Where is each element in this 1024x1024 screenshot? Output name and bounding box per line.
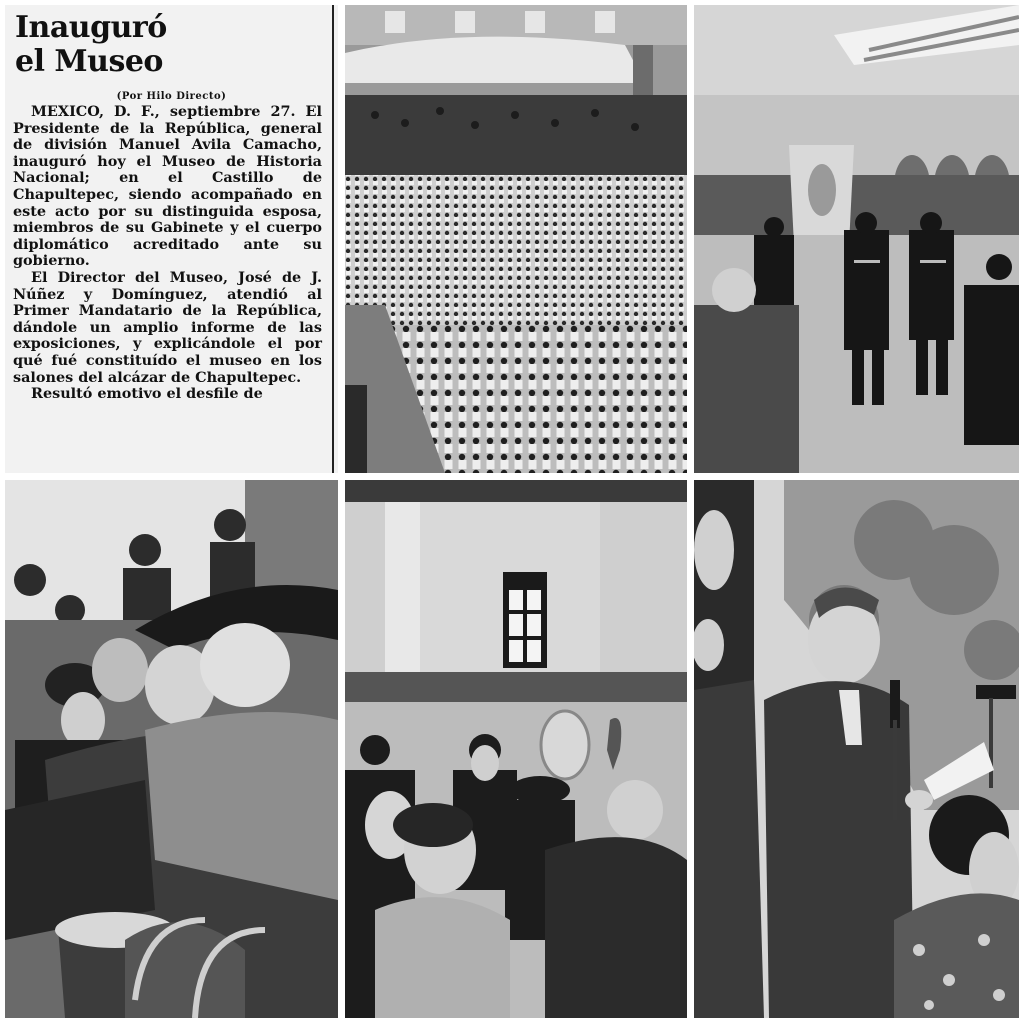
article-paragraph-2: El Director del Museo, José de J. Núñez y Domínguez, atendió al Primer Mandatario de la República, dándole un amplio informe de las exposiciones, y explicándole el por qué fué constituído el museo en los salones del alcázar de Chapultepec. xyxy=(13,268,322,386)
photo-speaker-at-microphones xyxy=(694,480,1019,1018)
headline-line-2: el Museo xyxy=(15,44,163,79)
article-paragraph-1: MEXICO, D. F., septiembre 27. El Presidente de la República, general de división Manuel Avila Camacho, inauguró hoy el Museo de Historia Nacional; en el Castillo de Chapultepec, siendo acompañado en este acto por su distinguida esposa, miembros de su Gabinete y el cuerpo diplomático acreditado ante su gobierno. xyxy=(13,103,322,270)
clipping-headline xyxy=(15,11,330,79)
photo-crowd-courtyard xyxy=(345,5,687,473)
newspaper-clipping xyxy=(5,5,338,473)
photo-guests-in-hall xyxy=(345,480,687,1018)
photo-seated-dignitaries xyxy=(5,480,338,1018)
photo-cadets-parade xyxy=(694,5,1019,473)
clipping-byline: (Por Hilo Directo) xyxy=(116,91,227,102)
headline-line-1: Inauguró xyxy=(15,10,167,45)
column-rule xyxy=(332,5,334,473)
article-paragraph-3: Resultó emotivo el desfile de xyxy=(31,385,263,403)
